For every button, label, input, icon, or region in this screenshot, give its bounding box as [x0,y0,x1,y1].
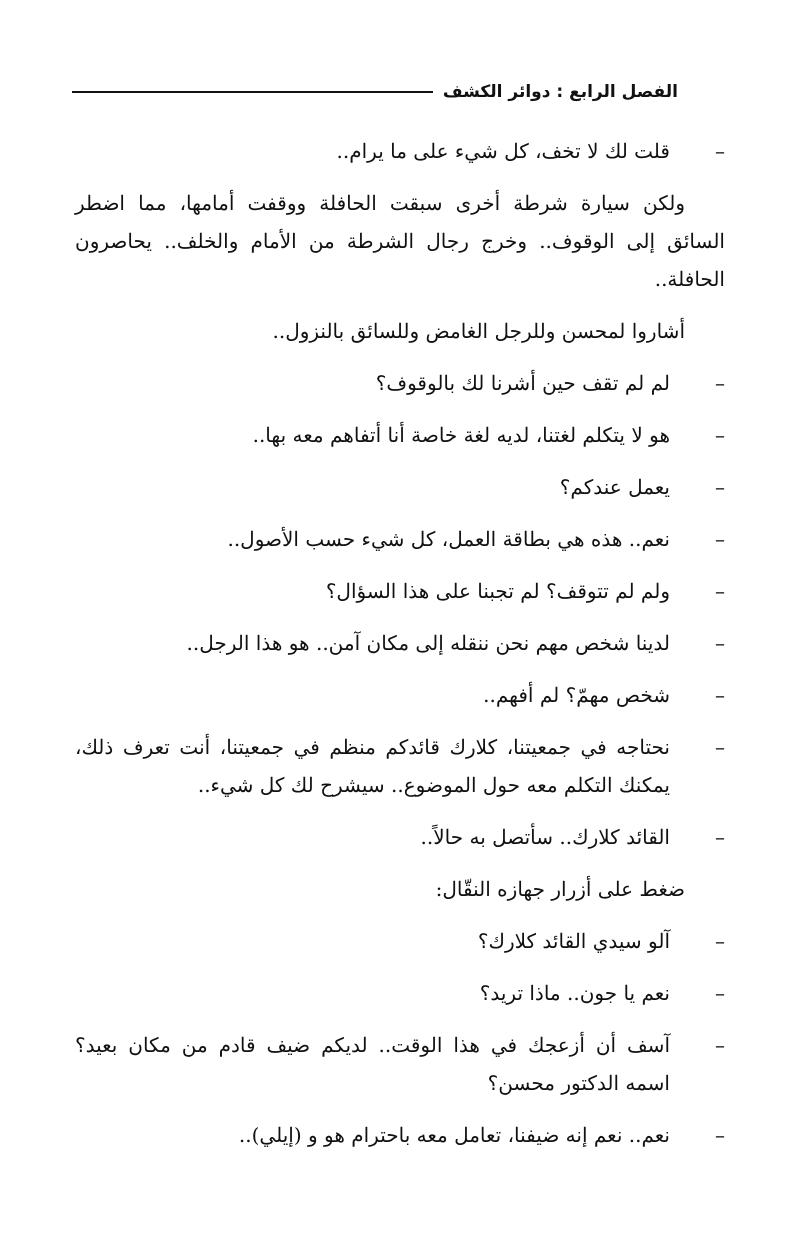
dialogue-line [75,520,725,558]
dialogue-line [75,1026,725,1102]
dash-marker: – [715,1123,725,1147]
chapter-title: الفصل الرابع : دوائر الكشف [442,82,678,102]
dialogue-text: آسف أن أزعجك في هذا الوقت.. لديكم ضيف قادم من مكان بعيد؟ اسمه الدكتور محسن؟ [75,1033,670,1095]
dash-marker: – [715,735,725,759]
dialogue-line [75,676,725,714]
dialogue-text: يعمل عندكم؟ [559,475,670,499]
text-body [75,132,725,1154]
dialogue-text: ولم لم تتوقف؟ لم تجبنا على هذا السؤال؟ [325,579,670,603]
dialogue-line [75,572,725,610]
dialogue-line [75,818,725,856]
narration-paragraph: أشاروا لمحسن وللرجل الغامض وللسائق بالنزول.. [272,319,685,343]
dialogue-text: لدينا شخص مهم نحن ننقله إلى مكان آمن.. هو هذا الرجل.. [186,631,670,655]
header-rule [72,91,433,93]
narration-paragraph: ضغط على أزرار جهازه النقّال: [435,877,685,901]
dialogue-text: قلت لك لا تخف، كل شيء على ما يرام.. [336,139,670,163]
dash-marker: – [715,825,725,849]
dialogue-text: هو لا يتكلم لغتنا، لديه لغة خاصة أنا أتفاهم معه بها.. [252,423,670,447]
dialogue-text: القائد كلارك.. سأتصل به حالاً.. [420,825,670,849]
dialogue-line [75,1116,725,1154]
dash-marker: – [715,423,725,447]
dash-marker: – [715,371,725,395]
dialogue-line [75,728,725,804]
dash-marker: – [715,139,725,163]
dash-marker: – [715,683,725,707]
dialogue-line [75,468,725,506]
dialogue-text: نعم.. نعم إنه ضيفنا، تعامل معه باحترام هو و (إيلي).. [238,1123,670,1147]
dialogue-line [75,624,725,662]
dialogue-text: نحتاجه في جمعيتنا، كلارك قائدكم منظم في جمعيتنا، أنت تعرف ذلك، يمكنك التكلم معه حول الموضوع.. سيشرح لك كل شيء.. [75,735,670,797]
dialogue-text: آلو سيدي القائد كلارك؟ [477,929,670,953]
dash-marker: – [715,981,725,1005]
dialogue-text: لم لم تقف حين أشرنا لك بالوقوف؟ [375,371,670,395]
dialogue-line [75,974,725,1012]
running-header [72,78,678,106]
dash-marker: – [715,527,725,551]
dash-marker: – [715,631,725,655]
dialogue-text: نعم يا جون.. ماذا تريد؟ [479,981,670,1005]
dash-marker: – [715,929,725,953]
dialogue-line [75,364,725,402]
dialogue-line [75,922,725,960]
dialogue-text: شخص مهمّ؟ لم أفهم.. [483,683,670,707]
dash-marker: – [715,1033,725,1057]
dash-marker: – [715,579,725,603]
dialogue-line [75,416,725,454]
narration-paragraph: ولكن سيارة شرطة أخرى سبقت الحافلة ووقفت أمامها، مما اضطر السائق إلى الوقوف.. وخرج رجال الشرطة من الأمام والخلف.. يحاصرون الحافلة.. [75,191,725,291]
dialogue-text: نعم.. هذه هي بطاقة العمل، كل شيء حسب الأصول.. [227,527,670,551]
dash-marker: – [715,475,725,499]
dialogue-line [75,132,725,170]
